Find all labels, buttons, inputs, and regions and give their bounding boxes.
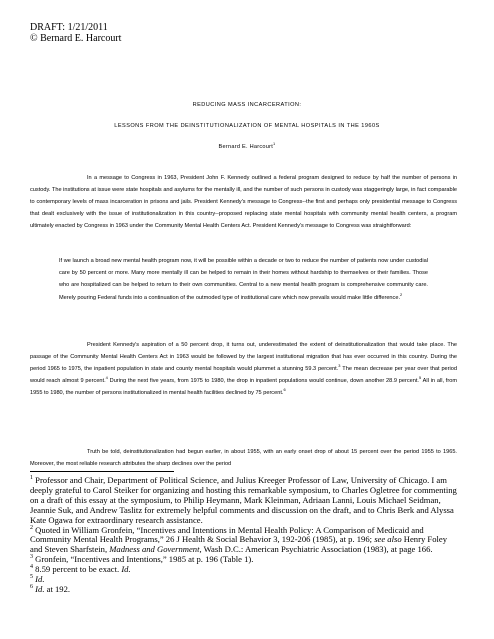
author-line [0, 141, 494, 150]
footnote-5-id: Id. [35, 574, 45, 585]
paragraph-2-text-d: All in all, from 1955 to 1980, the number of persons institutionalized in mental health facilities declined by 75 percent. [30, 378, 457, 397]
footnote-3-mark: 3 [30, 554, 34, 561]
footnote-divider [30, 471, 174, 472]
footnote-marker-3: 3 [338, 363, 341, 369]
footnotes [30, 476, 460, 595]
footnote-marker-4: 4 [105, 375, 108, 381]
footnote-1-text: Professor and Chair, Department of Political Science, and Julius Kreeger Professor of Law, University of Chicago. I am deeply grateful to Carol Steiker for organizing and hosting this remarkable symposium, to Charles Ogletree for commenting on a draft of this essay at the symposium, to Philip Heymann, Mark Kleinman, Adriaan Lanni, Louis Michael Seidman, Jeannie Suk, and Andrew Taslitz for extremely helpful comments and discussion on the draft, and to Chris Berk and Alyssa Kate Ogawa for extraordinary research assistance. [30, 475, 457, 525]
footnote-2-text-a: Quoted in William Gronfein, “Incentives and Intentions in Mental Health Policy: A Comparison of Medicaid and Community Mental Health Programs,” 26 J Health & Social Behavior 3, 192-206 (1985), at p. 196; [30, 524, 424, 545]
footnote-2 [30, 526, 460, 556]
quote-footnote-marker: 2 [400, 291, 403, 297]
footnote-2-see-also: see also [374, 534, 402, 545]
copyright-line: © Bernard E. Harcourt [30, 33, 122, 44]
author-footnote-marker: 1 [273, 141, 276, 147]
footnote-4 [30, 565, 460, 575]
paragraph-2-text-b: The mean decrease per year over that period would reach almost 9 percent. [30, 366, 457, 385]
footnote-marker-6: 6 [283, 387, 286, 393]
footnote-6 [30, 585, 460, 595]
paragraph-2-text-c: During the next five years, from 1975 to 1980, the drop in inpatient populations would continue, down another 28.9 percent. [107, 378, 419, 385]
footnote-2-text-c: Wash D.C.: American Psychiatric Association (1983), at page 166. [201, 544, 433, 555]
footnote-1-mark: 1 [30, 475, 34, 482]
paragraph-2 [30, 339, 457, 399]
draft-header [30, 22, 121, 44]
footnote-4-mark: 4 [30, 564, 34, 571]
footnote-6-id: Id. [35, 583, 45, 594]
author-name: Bernard E. Harcourt [218, 144, 274, 150]
footnote-5-mark: 5 [30, 574, 34, 581]
paragraph-1: In a message to Congress in 1963, President John F. Kennedy outlined a federal program designed to reduce by half the number of persons in custody. The institutions at issue were state hospitals and asylums for the mentally ill, and the number of such persons in custody was staggeringly large, in fact comparable to contemporary levels of mass incarceration in prisons and jails. President Kennedy's message to Congress--the first and perhaps only presidential message to Congress that dealt exclusively with the issue of institutionalization in this country--proposed replacing state mental hospitals with community mental health centers, a program ultimately enacted by Congress in 1963 under the Community Mental Health Centers Act. President Kennedy's message to Congress was straightforward: [30, 175, 457, 230]
footnote-1 [30, 476, 460, 526]
paragraph-2-text-a: President Kennedy's aspiration of a 50 percent drop, it turns out, underestimated the extent of deinstitutionalization that would take place. The passage of the Community Mental Health Centers Act in 1963 would be followed by the largest institutional migration that has ever occurred in this country. During the period 1965 to 1975, the inpatient population in state and county mental hospitals would plummet a stunning 59.3 percent. [30, 342, 457, 373]
footnote-4-text: 8.59 percent to be exact. [33, 564, 122, 575]
footnote-2-book-title: Madness and Government, [109, 544, 202, 555]
block-quote [59, 255, 428, 304]
footnote-2-text-b: Henry Foley and Steven Sharfstein, [30, 534, 447, 555]
footnote-2-mark: 2 [30, 524, 34, 531]
footnote-6-mark: 6 [30, 584, 34, 591]
footnote-6-text: at 192. [44, 583, 71, 594]
draft-date: DRAFT: 1/21/2011 [30, 22, 108, 33]
paragraph-3: Truth be told, deinstitutionalization had begun earlier, in about 1955, with an early onset drop of about 15 percent over the period 1955 to 1965. Moreover, the most reliable research attributes the sharp declines over the period [30, 449, 457, 468]
article-subtitle: LESSONS FROM THE DEINSTITUTIONALIZATION OF MENTAL HOSPITALS IN THE 1960S [114, 123, 380, 129]
footnote-3-text: Gronfein, “Incentives and Intentions,” 1985 at p. 196 (Table 1). [33, 554, 254, 565]
block-quote-text: If we launch a broad new mental health program now, it will be possible within a decade or two to reduce the number of patients now under custodial care by 50 percent or more. Many more mentally ill can be helped to remain in their homes without hardship to themselves or their families. Those who are hospitalized can be helped to return to their own communities. Central to a new mental health program is comprehensive community care. Merely pouring Federal funds into a continuation of the outmoded type of institutional care which now prevails would make little difference. [59, 258, 428, 301]
footnote-5 [30, 575, 460, 585]
footnote-marker-5: 5 [418, 375, 422, 381]
footnote-4-id: Id. [121, 564, 131, 575]
article-title: REDUCING MASS INCARCERATION: [192, 102, 302, 108]
